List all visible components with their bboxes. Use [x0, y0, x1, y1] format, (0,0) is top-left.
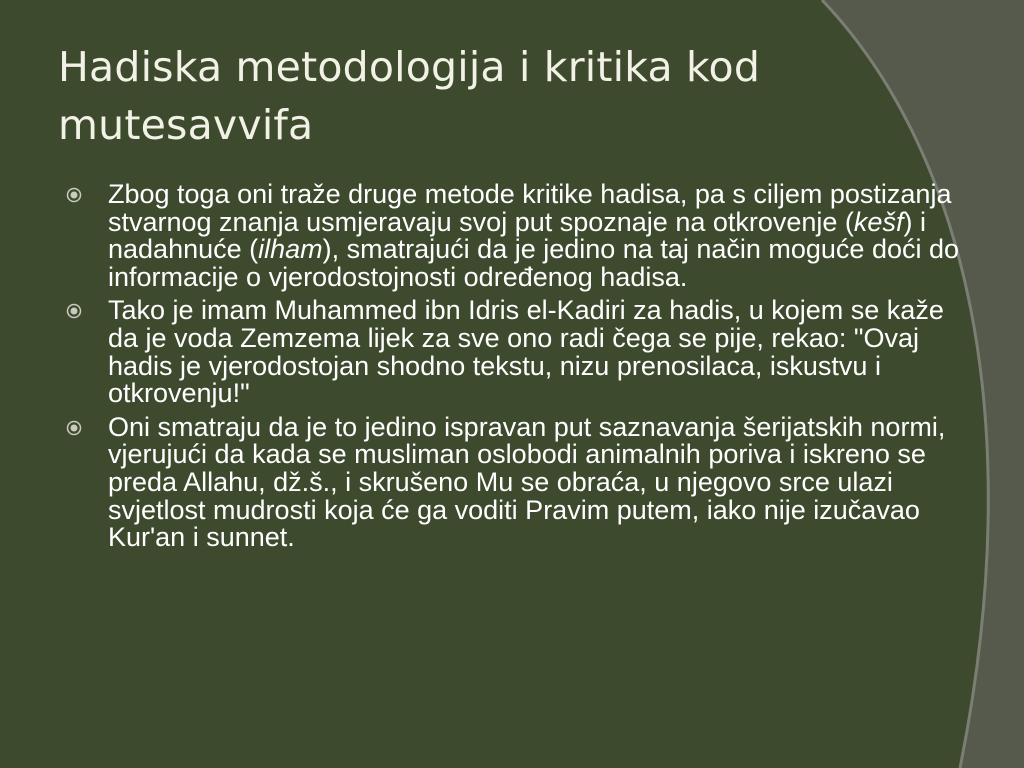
term-kesf: kešf: [853, 206, 904, 237]
slide-title-line-2: mutesavvifa: [58, 101, 314, 149]
term-ilham: ilham: [258, 234, 323, 265]
bullet-list: [66, 181, 966, 558]
bullet-text-1-part-2: ) i nadahnuće (: [108, 206, 926, 265]
slide-title: [58, 38, 918, 154]
bullet-item-1: [66, 181, 966, 291]
bullet-item-2: [66, 297, 966, 407]
bullet-text-2: Tako je imam Muhammed ibn Idris el-Kadiri za hadis, u kojem se kaže da je voda Zemzema lijek za sve ono radi čega se pije, rekao: "Ovaj hadis je vjerodostojan shodno tekstu, nizu prenosilaca, iskustvu i otkrovenju!": [108, 295, 944, 409]
bullet-text-1: [108, 181, 966, 291]
bullet-item-3: [66, 411, 966, 553]
slide-title-line-1: Hadiska metodologija i kritika kod: [58, 43, 761, 91]
circle-bullet-icon: [66, 187, 82, 203]
bullet-text-1-part-1: Zbog toga oni traže druge metode kritike hadisa, pa s ciljem postizanja stvarnog znanja usmjeravaju svoj put spoznaje na otkrovenje (: [108, 179, 952, 237]
bullet-text-1-part-3: ), smatrajući da je jedino na taj način moguće doći do informacije o vjerodostojnosti određenog hadisa.: [108, 234, 960, 292]
circle-bullet-icon: [66, 303, 82, 319]
bullet-text-3: Oni smatraju da je to jedino ispravan put saznavanja šerijatskih normi, vjerujući da kada se musliman oslobodi animalnih poriva i iskreno se preda Allahu, dž.š., i skrušeno Mu se obraća, u njegovo srce ulazi svjetlost mudrosti koja će ga voditi Pravim putem, iako nije izučavao Kur'an i sunnet.: [108, 411, 946, 553]
circle-bullet-icon: [66, 420, 82, 436]
